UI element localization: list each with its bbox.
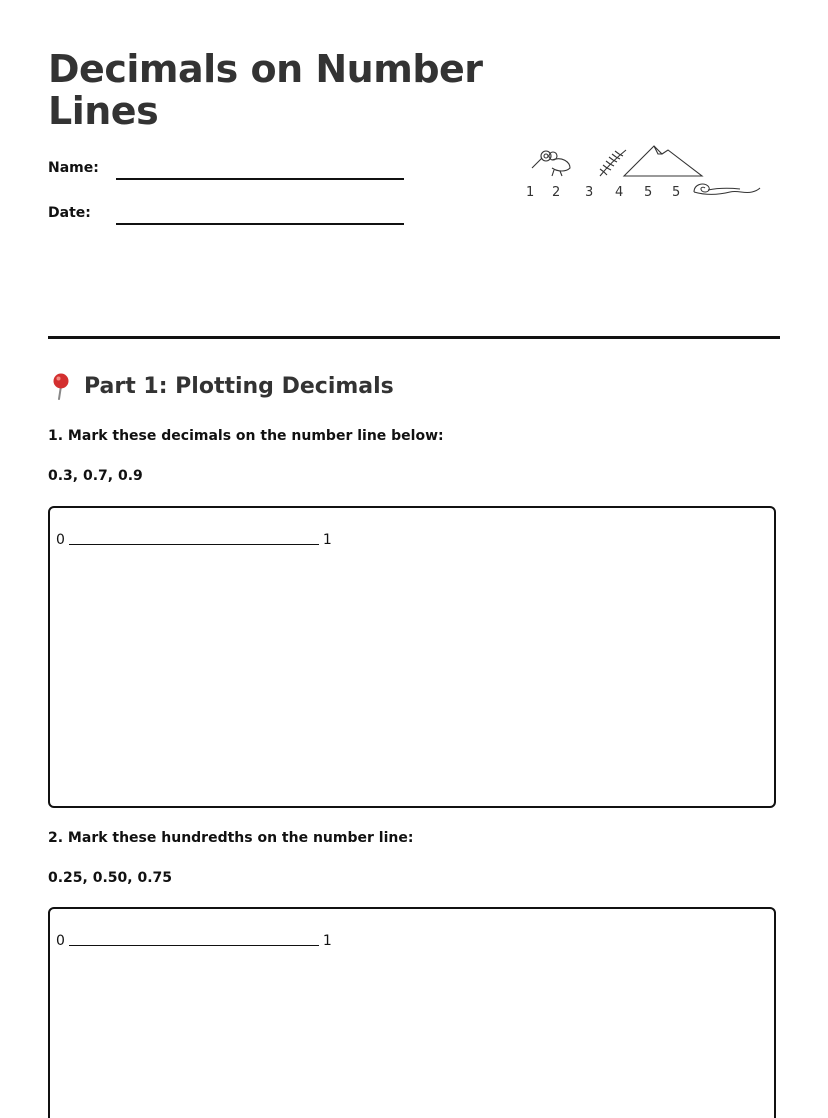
number-line: [56, 532, 332, 548]
number-line-rule: [69, 544, 319, 545]
date-field[interactable]: [116, 223, 404, 225]
question-1-prompt: 1. Mark these decimals on the number line below:: [48, 428, 444, 444]
logo-number: 3: [585, 185, 594, 200]
logo-number: 5: [644, 185, 653, 200]
name-field[interactable]: [116, 178, 404, 180]
number-line-end: 1: [322, 933, 332, 949]
question-1-values: 0.3, 0.7, 0.9: [48, 468, 143, 484]
section-heading-part1: [48, 372, 394, 400]
section-divider: [48, 336, 780, 339]
worksheet-page: [48, 0, 780, 1118]
question-2-values: 0.25, 0.50, 0.75: [48, 870, 173, 886]
name-label: Name:: [48, 160, 99, 176]
mountain-icon: [624, 146, 702, 176]
answer-box-question-2[interactable]: [48, 907, 776, 1118]
fern-icon: [600, 150, 626, 176]
question-2-prompt: 2. Mark these hundredths on the number line:: [48, 830, 414, 846]
name-field-row: [48, 158, 408, 182]
section-heading-text: Part 1: Plotting Decimals: [84, 373, 394, 399]
koru-wave-icon: [694, 184, 760, 194]
number-line-rule: [69, 945, 319, 946]
logo-number: 4: [615, 185, 624, 200]
logo-number: 5: [672, 185, 681, 200]
date-label: Date:: [48, 205, 91, 221]
number-line-start: 0: [56, 532, 65, 548]
number-line: [56, 933, 332, 949]
logo-number: 2: [552, 185, 561, 200]
logo-number: 1: [526, 185, 535, 200]
answer-box-question-1[interactable]: [48, 506, 776, 808]
date-field-row: [48, 203, 408, 227]
pin-icon: [48, 372, 74, 400]
kiwi-fern-mountain-koru-icon: [508, 140, 768, 204]
page-title: Decimals on Number Lines: [48, 47, 483, 133]
number-line-end: 1: [322, 532, 332, 548]
kiwi-bird-icon: [532, 151, 570, 176]
number-line-start: 0: [56, 933, 65, 949]
